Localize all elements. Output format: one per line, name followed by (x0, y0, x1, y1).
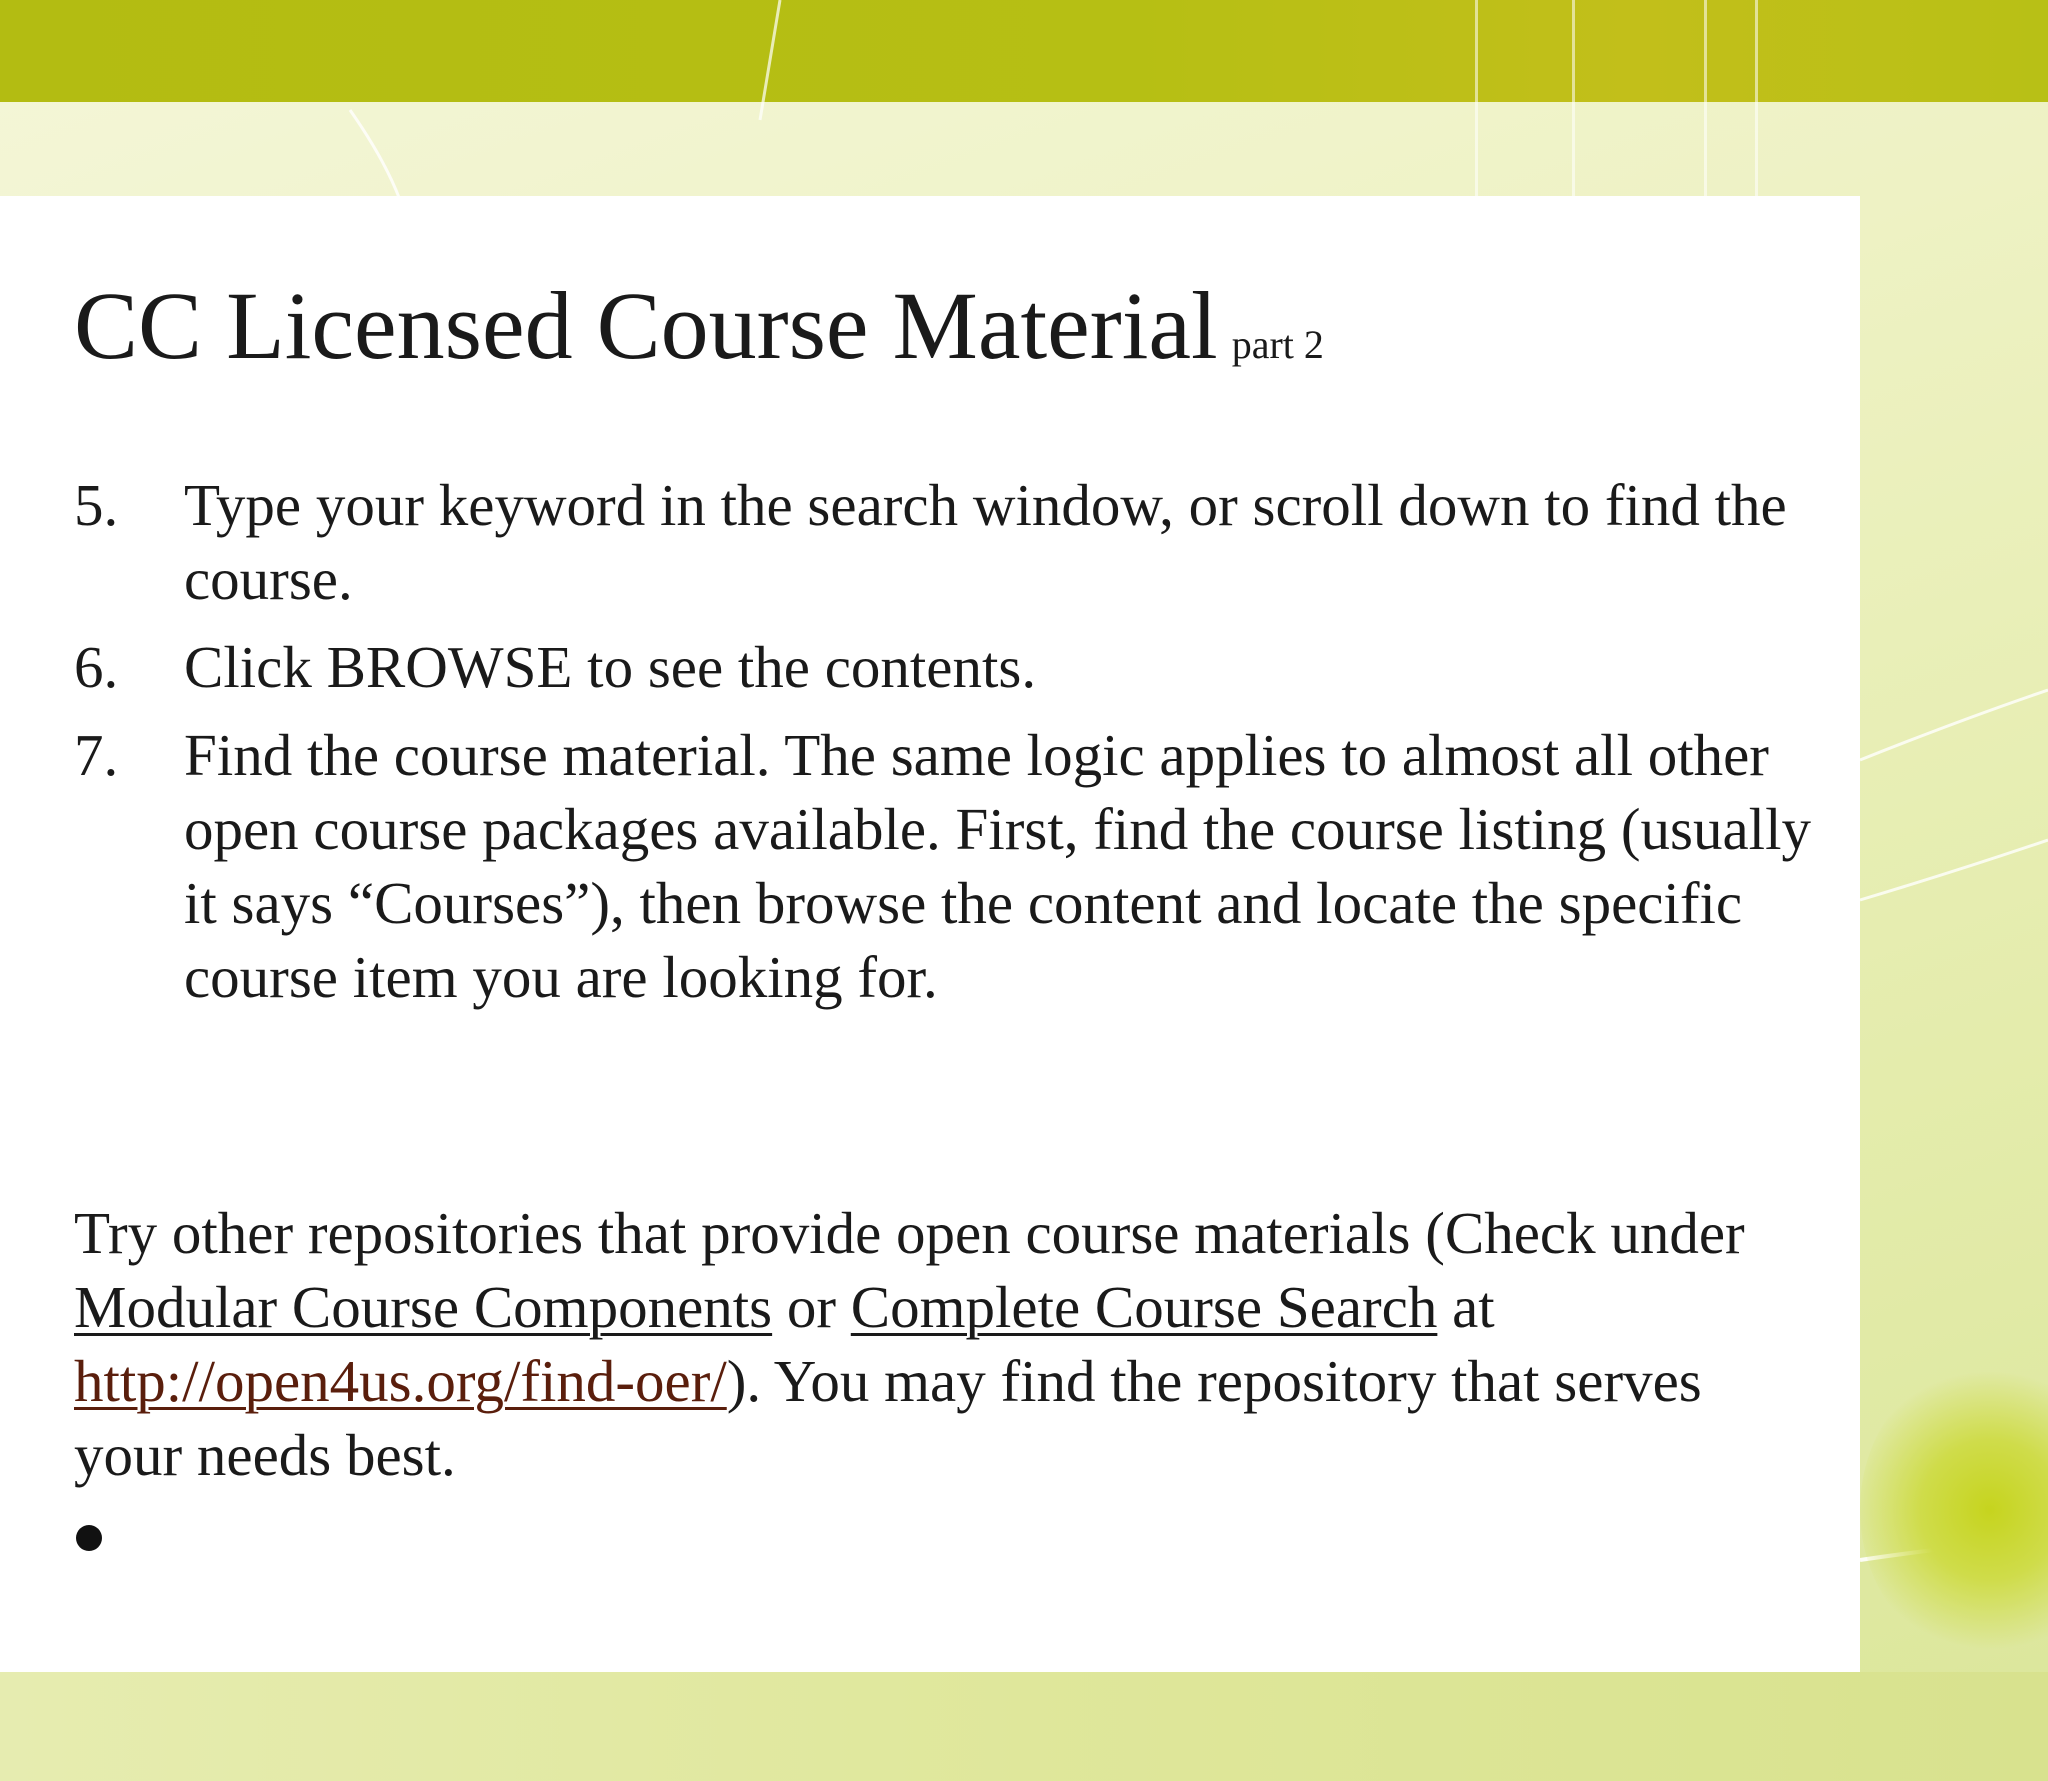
paragraph-outro: ). You may find the repository that serves your needs best. (74, 1348, 1702, 1488)
modular-course-components-link[interactable]: Modular Course Components (74, 1274, 773, 1340)
step-text: Type your keyword in the search window, or scroll down to find the course. (184, 472, 1787, 612)
steps-list (74, 468, 1854, 1028)
paragraph-or: or (772, 1274, 851, 1340)
repositories-paragraph (74, 1196, 1774, 1492)
paragraph-at: at (1437, 1274, 1495, 1340)
bottom-band (0, 1672, 2048, 1781)
step-number: 6. (74, 634, 119, 700)
open4us-url-link[interactable]: http://open4us.org/find-oer/ (74, 1348, 727, 1414)
complete-course-search-link[interactable]: Complete Course Search (850, 1274, 1438, 1340)
list-item (74, 468, 1854, 616)
step-number: 5. (74, 472, 119, 538)
list-item (74, 718, 1854, 1014)
step-text: Click BROWSE to see the contents. (184, 634, 1037, 700)
slide-title-text: CC Licensed Course Material (74, 272, 1218, 379)
step-number: 7. (74, 722, 119, 788)
paragraph-intro: Try other repositories that provide open course materials (Check under (74, 1200, 1745, 1266)
list-item (74, 630, 1854, 704)
step-text: Find the course material. The same logic applies to almost all other open course packages available. First, find the course listing (usually it says “Courses”), then browse the content and locate the specific course item you are looking for. (184, 722, 1811, 1010)
slide-title-suffix: part 2 (1231, 322, 1324, 367)
empty-bullet (76, 1525, 102, 1551)
slide-title (74, 272, 1324, 395)
